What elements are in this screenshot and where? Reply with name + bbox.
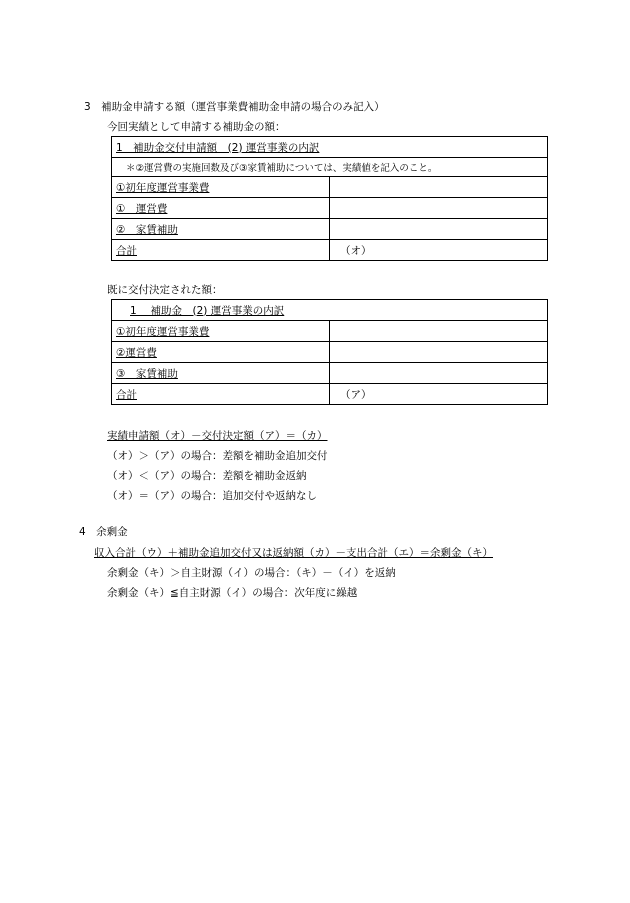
section4-case: 余剰金（キ）≦自主財源（イ）の場合：次年度に繰越 xyxy=(107,587,358,599)
table1-row-label: ① 運営費 xyxy=(112,198,330,219)
table1-row-value xyxy=(330,219,548,240)
table2-total-label: 合計 xyxy=(112,384,330,405)
table2-row-value xyxy=(330,321,548,342)
table2-row xyxy=(112,342,548,363)
decided-amount-table xyxy=(111,299,548,405)
table1-note: ＊②運営費の実施回数及び③家賃補助については、実績値を記入のこと。 xyxy=(112,158,548,177)
table2-header: 1 補助金 (2) 運営事業の内訳 xyxy=(112,300,548,321)
table2-row xyxy=(112,363,548,384)
table1-total-row xyxy=(112,240,548,261)
section3-case: （オ）＞（ア）の場合：差額を補助金追加交付 xyxy=(107,450,328,462)
table1-row xyxy=(112,198,548,219)
section3-heading: 3 補助金申請する額（運営事業費補助金申請の場合のみ記入） xyxy=(84,101,385,113)
table1-row-value xyxy=(330,198,548,219)
decided-amount-label: 既に交付決定された額： xyxy=(107,284,223,296)
table1-row-label: ①初年度運営事業費 xyxy=(112,177,330,198)
current-application-table xyxy=(111,136,548,261)
section4-case: 余剰金（キ）＞自主財源（イ）の場合：（キ）－（イ）を返納 xyxy=(107,567,396,579)
table2-row-value xyxy=(330,342,548,363)
table2-row-value xyxy=(330,363,548,384)
table2-row xyxy=(112,321,548,342)
section3-case: （オ）＝（ア）の場合：追加交付や返納なし xyxy=(107,490,317,502)
current-amount-label: 今回実績として申請する補助金の額： xyxy=(107,121,286,133)
table2-total-value: （ア） xyxy=(330,384,548,405)
table2-row-label: ②運営費 xyxy=(112,342,330,363)
table1-row xyxy=(112,177,548,198)
table2-total-row xyxy=(112,384,548,405)
section4-heading: 4 余剰金 xyxy=(79,526,128,538)
section3-formula: 実績申請額（オ）－交付決定額（ア）＝（カ） xyxy=(107,430,328,442)
table2-row-label: ③ 家賃補助 xyxy=(112,363,330,384)
table1-total-value: （オ） xyxy=(330,240,548,261)
section4-formula: 収入合計（ウ）＋補助金追加交付又は返納額（カ）－支出合計（エ）＝余剰金（キ） xyxy=(94,547,493,559)
table1-row-label: ② 家賃補助 xyxy=(112,219,330,240)
table1-row xyxy=(112,219,548,240)
section3-case: （オ）＜（ア）の場合：差額を補助金返納 xyxy=(107,470,307,482)
table2-row-label: ①初年度運営事業費 xyxy=(112,321,330,342)
table1-row-value xyxy=(330,177,548,198)
table1-header: 1 補助金交付申請額 (2) 運営事業の内訳 xyxy=(112,137,548,158)
table1-total-label: 合計 xyxy=(112,240,330,261)
